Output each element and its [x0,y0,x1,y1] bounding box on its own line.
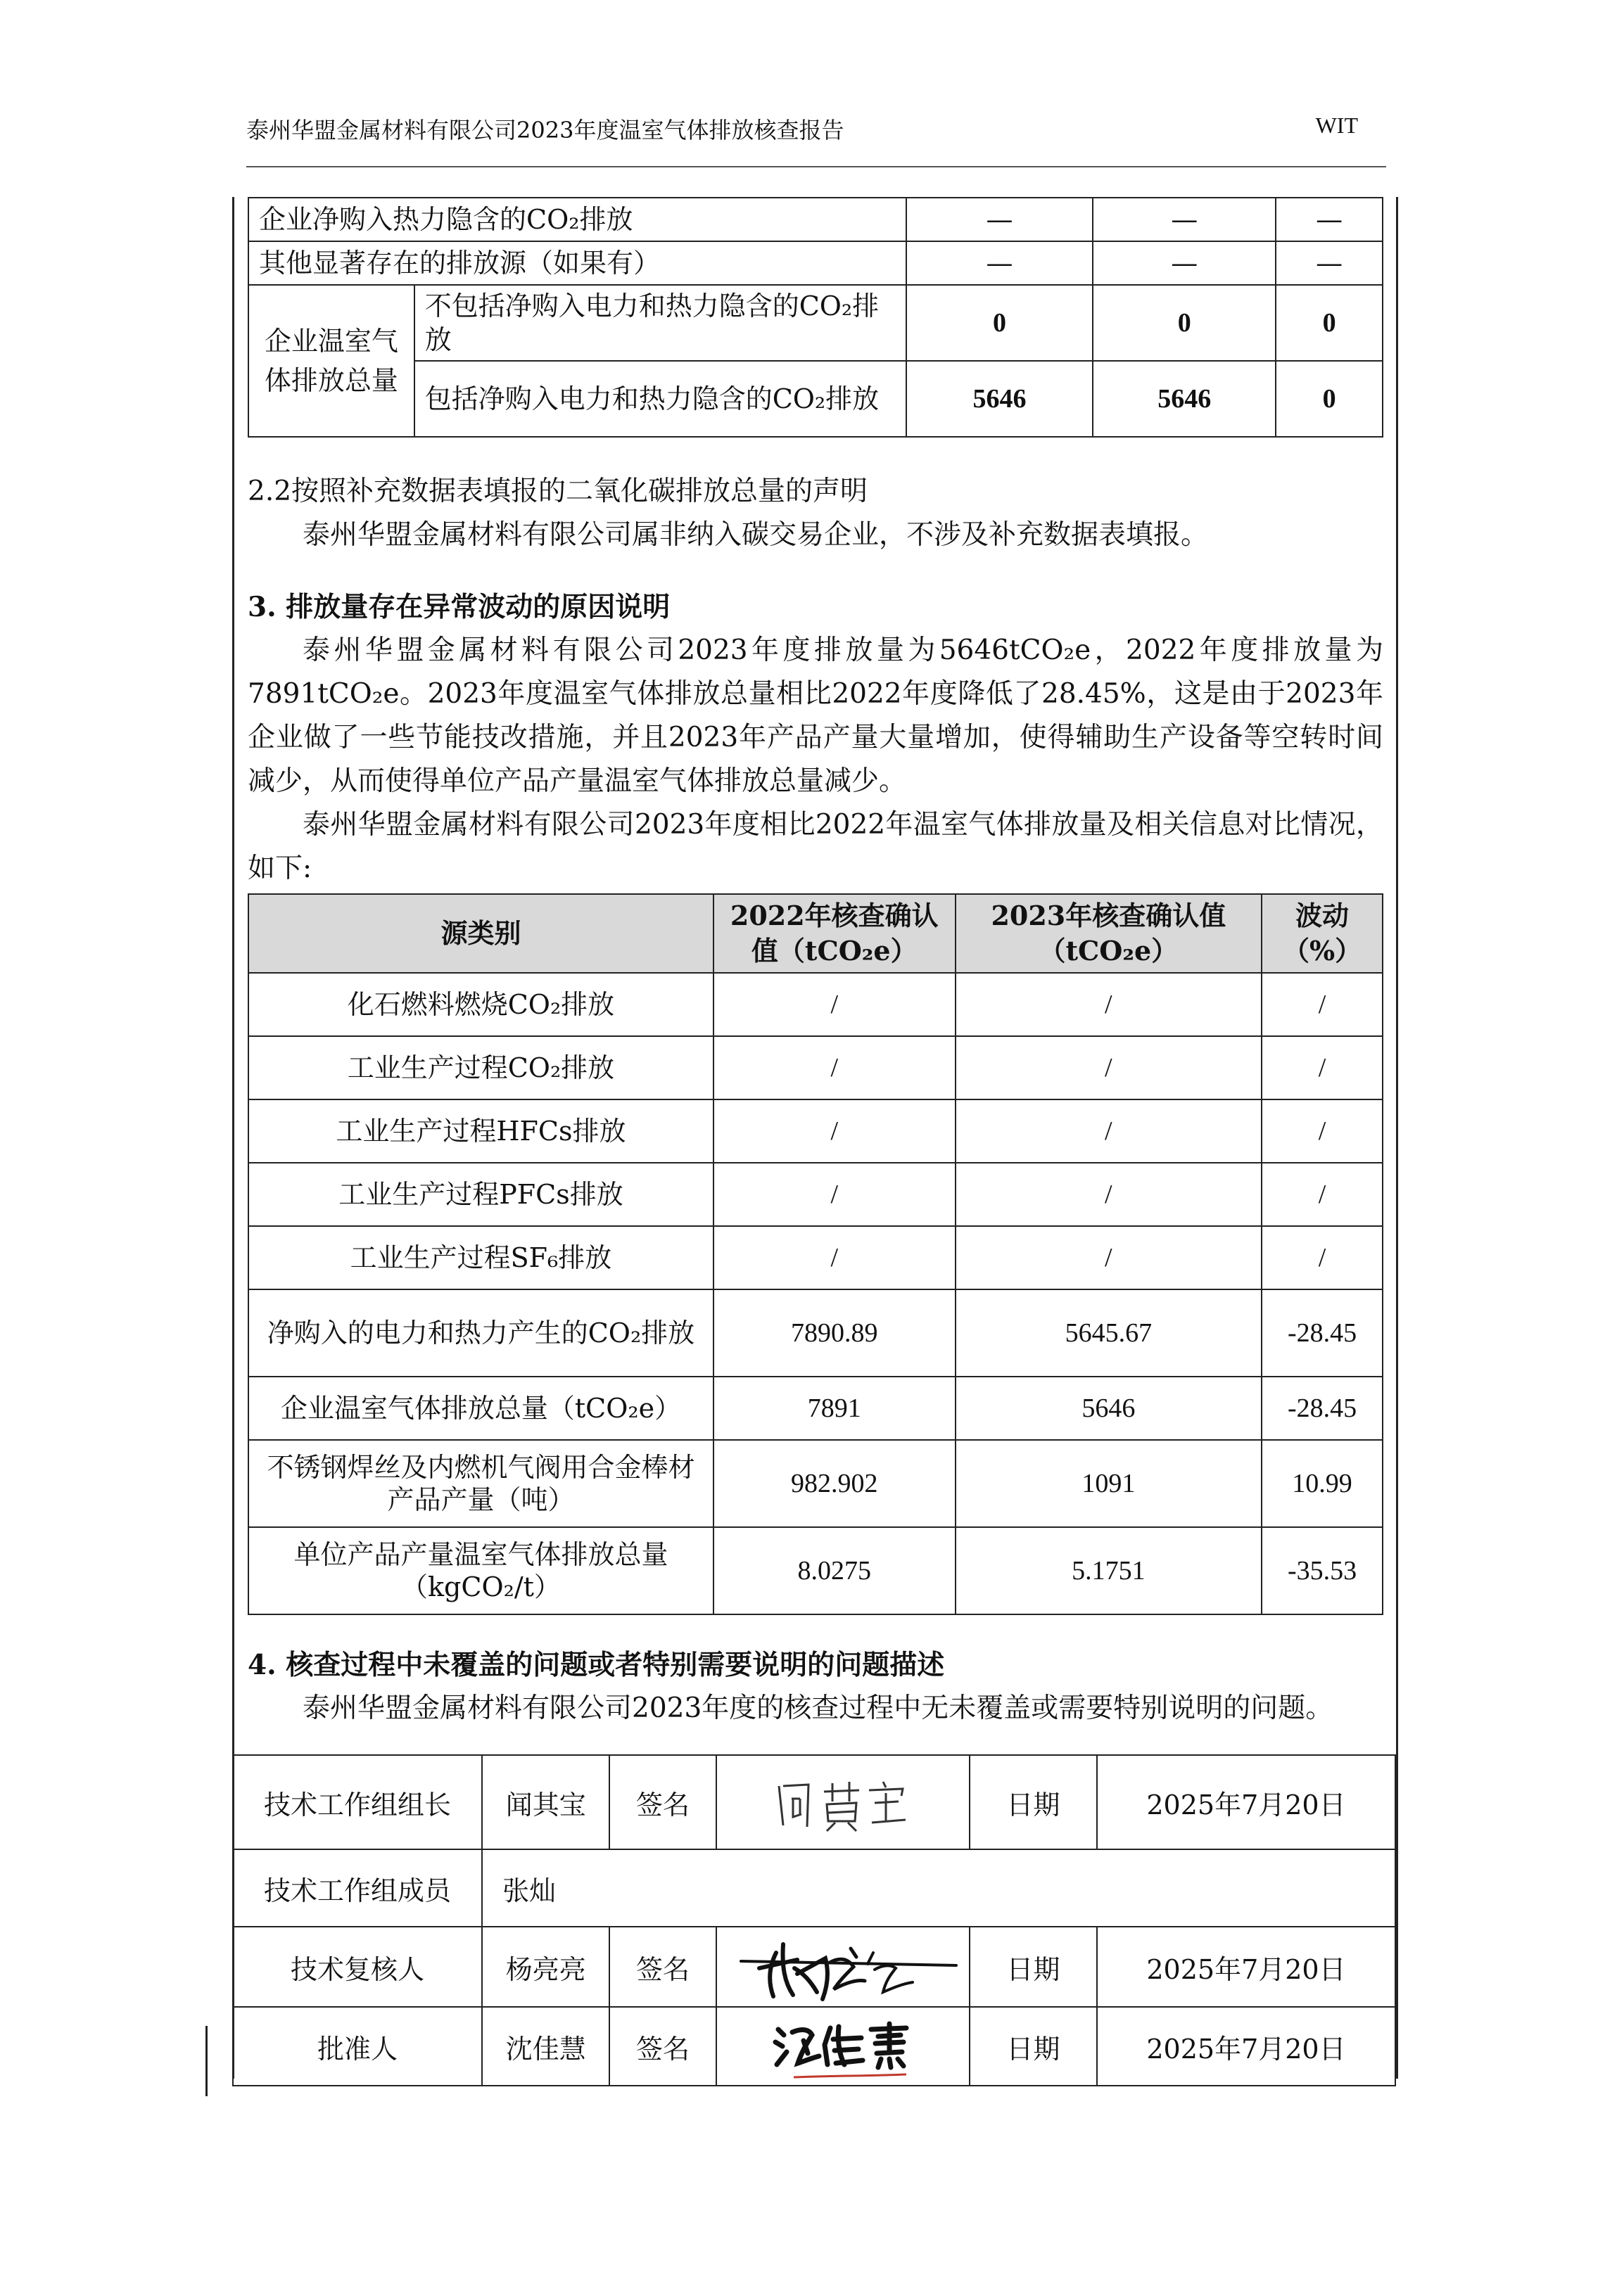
comparison-table [248,893,1383,1615]
frame-right-border [1396,197,1398,2079]
column-header: 源类别 [248,894,713,973]
signature-reviewer [716,1927,970,2007]
section-4-heading: 4. 核查过程中未覆盖的问题或者特别需要说明的问题描述 [248,1649,945,1681]
source-cell: 工业生产过程PFCs排放 [248,1163,713,1226]
section-4-body: 泰州华盟金属材料有限公司2023年度的核查过程中无未覆盖或需要特别说明的问题。 [303,1692,1333,1724]
value-cell: 0 [906,285,1093,361]
table-row [248,361,1383,437]
role-cell: 批准人 [233,2007,482,2086]
name-cell: 闻其宝 [482,1755,609,1849]
name-cell: 沈佳慧 [482,2007,609,2086]
value-2023: / [956,1099,1262,1163]
cell-dash: — [906,241,1093,285]
source-cell: 工业生产过程CO₂排放 [248,1036,713,1099]
table-row [248,1377,1383,1440]
section-3-paragraph-2: 泰州华盟金属材料有限公司2023年度相比2022年温室气体排放量及相关信息对比情况，如下: [248,809,1383,884]
page-header [246,113,1386,144]
name-cell: 张灿 [482,1849,1395,1927]
value-2022: / [713,1226,956,1289]
signoff-row-approver [233,2007,1395,2086]
signoff-row-reviewer [233,1927,1395,2007]
change-pct: / [1262,1099,1383,1163]
value-2023: / [956,1163,1262,1226]
value-cell: 0 [1276,285,1383,361]
value-2022: / [713,1099,956,1163]
sign-label: 签名 [609,1927,716,2007]
column-header: 波动（%） [1262,894,1383,973]
value-2022: 8.0275 [713,1527,956,1614]
change-pct: 10.99 [1262,1440,1383,1527]
source-cell: 化石燃料燃烧CO₂排放 [248,973,713,1036]
change-pct: / [1262,1226,1383,1289]
value-cell: 0 [1276,361,1383,437]
source-cell: 企业温室气体排放总量（tCO₂e） [248,1377,713,1440]
handwritten-signature [766,2011,920,2081]
table-row [248,285,1383,361]
role-cell: 技术复核人 [233,1927,482,2007]
value-2022: / [713,1036,956,1099]
handwritten-signature [727,1932,959,2002]
role-cell: 技术工作组组长 [233,1755,482,1849]
value-2022: / [713,973,956,1036]
table-row [248,198,1383,241]
source-cell: 不锈钢焊丝及内燃机气阀用合金棒材产品产量（吨） [248,1440,713,1527]
cell-dash: — [1276,241,1383,285]
table-row [248,1440,1383,1527]
change-pct: -35.53 [1262,1527,1383,1614]
value-2023: 5645.67 [956,1289,1262,1377]
signature-leader [716,1755,970,1849]
table-row [248,1527,1383,1614]
header-rule [246,166,1386,167]
group-label: 企业温室气体排放总量 [248,285,414,437]
table-row [248,1163,1383,1226]
value-2023: 5.1751 [956,1527,1262,1614]
sign-label: 签名 [609,1755,716,1849]
source-cell: 单位产品产量温室气体排放总量（kgCO₂/t） [248,1527,713,1614]
date-label: 日期 [970,2007,1097,2086]
column-header: 2023年核查确认值（tCO₂e） [956,894,1262,973]
table-row [248,241,1383,285]
row-label: 不包括净购入电力和热力隐含的CO₂排放 [414,285,906,361]
table-row [248,1226,1383,1289]
table-row [248,1036,1383,1099]
change-pct: -28.45 [1262,1377,1383,1440]
name-cell: 杨亮亮 [482,1927,609,2007]
section-3-heading: 3. 排放量存在异常波动的原因说明 [248,591,671,623]
value-2022: 7890.89 [713,1289,956,1377]
handwritten-signature [762,1771,924,1834]
signoff-table [232,1754,1396,2086]
value-cell: 5646 [1093,361,1276,437]
date-label: 日期 [970,1927,1097,2007]
change-pct: -28.45 [1262,1289,1383,1377]
value-2023: 1091 [956,1440,1262,1527]
date-cell: 2025年7月20日 [1097,2007,1395,2086]
table-row [248,1289,1383,1377]
row-label: 包括净购入电力和热力隐含的CO₂排放 [414,361,906,437]
source-cell: 净购入的电力和热力产生的CO₂排放 [248,1289,713,1377]
signoff-row-leader [233,1755,1395,1849]
value-2023: / [956,973,1262,1036]
sign-label: 签名 [609,2007,716,2086]
table-header-row [248,894,1383,973]
row-label: 企业净购入热力隐含的CO₂排放 [248,198,906,241]
role-cell: 技术工作组成员 [233,1849,482,1927]
change-pct: / [1262,1036,1383,1099]
change-pct: / [1262,973,1383,1036]
source-cell: 工业生产过程SF₆排放 [248,1226,713,1289]
emissions-summary-table [248,197,1383,438]
section-2-2-heading: 2.2按照补充数据表填报的二氧化碳排放总量的声明 [248,476,868,507]
column-header: 2022年核查确认值（tCO₂e） [713,894,956,973]
source-cell: 工业生产过程HFCs排放 [248,1099,713,1163]
header-brand: WIT [1315,113,1358,138]
cell-dash: — [1093,241,1276,285]
value-2022: / [713,1163,956,1226]
value-cell: 5646 [906,361,1093,437]
section-3-paragraph-1: 泰州华盟金属材料有限公司2023年度排放量为5646tCO₂e，2022年度排放量为7891tCO₂e。2023年度温室气体排放总量相比2022年度降低了28.45%，这是由于2023年企业做了一些节能技改措施，并且2023年产品产量大量增加，使得辅助生产设备等空转时间减少，从而使得单位产品产量温室气体排放总量减少。 [248,634,1383,797]
value-2022: 7891 [713,1377,956,1440]
value-2023: 5646 [956,1377,1262,1440]
value-2023: / [956,1226,1262,1289]
cell-dash: — [1093,198,1276,241]
cell-dash: — [1276,198,1383,241]
value-2022: 982.902 [713,1440,956,1527]
margin-mark [205,2026,208,2096]
change-pct: / [1262,1163,1383,1226]
value-cell: 0 [1093,285,1276,361]
signature-approver [716,2007,970,2086]
header-title: 泰州华盟金属材料有限公司2023年度温室气体排放核查报告 [246,117,844,144]
date-cell: 2025年7月20日 [1097,1755,1395,1849]
value-2023: / [956,1036,1262,1099]
row-label: 其他显著存在的排放源（如果有） [248,241,906,285]
date-cell: 2025年7月20日 [1097,1927,1395,2007]
table-row [248,1099,1383,1163]
date-label: 日期 [970,1755,1097,1849]
signoff-row-member [233,1849,1395,1927]
section-2-2-body: 泰州华盟金属材料有限公司属非纳入碳交易企业，不涉及补充数据表填报。 [303,519,1209,551]
table-row [248,973,1383,1036]
cell-dash: — [906,198,1093,241]
